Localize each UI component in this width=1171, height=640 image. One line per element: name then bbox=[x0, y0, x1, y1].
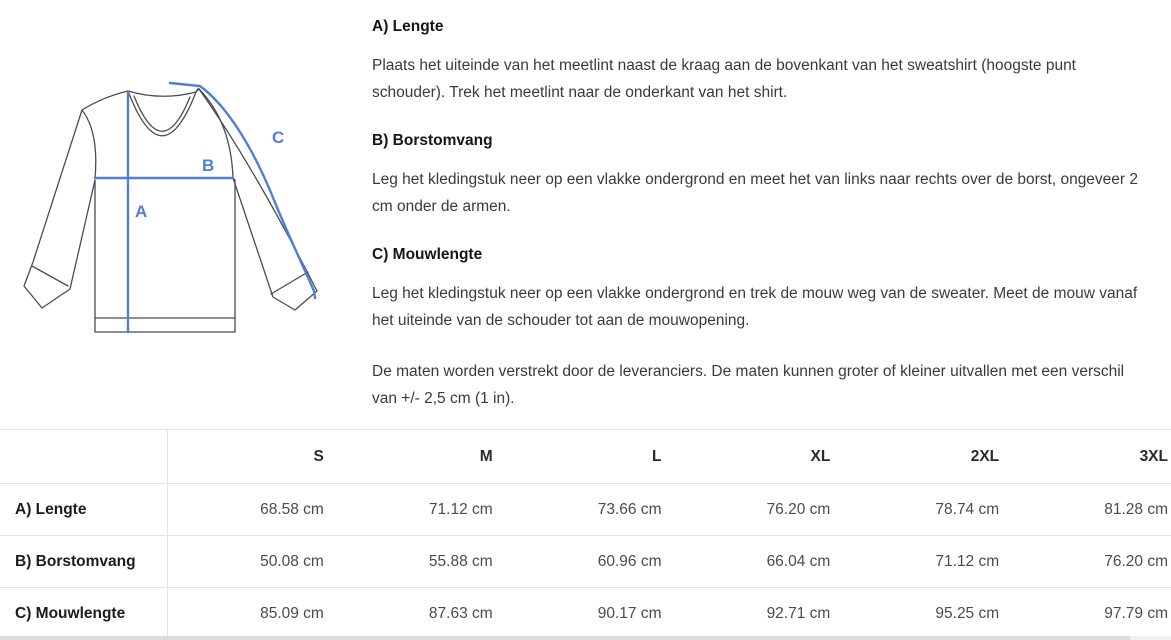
borstomvang-s: 50.08 cm bbox=[167, 536, 336, 588]
mouwlengte-s: 85.09 cm bbox=[167, 588, 336, 640]
mouwlengte-2xl: 95.25 cm bbox=[842, 588, 1011, 640]
measurement-lines bbox=[95, 83, 315, 332]
label-b: B bbox=[202, 156, 215, 175]
sweatshirt-diagram-icon bbox=[8, 70, 328, 342]
size-table bbox=[0, 429, 1171, 640]
scrollbar-thumb[interactable] bbox=[0, 636, 1130, 640]
size-table-corner-cell bbox=[0, 430, 167, 484]
size-table-header-row bbox=[0, 430, 1171, 484]
size-col-3xl: 3XL bbox=[1011, 430, 1171, 484]
label-a: A bbox=[135, 202, 148, 221]
size-table-container[interactable] bbox=[0, 429, 1171, 640]
size-col-xl: XL bbox=[674, 430, 843, 484]
borstomvang-l: 60.96 cm bbox=[505, 536, 674, 588]
size-disclaimer: De maten worden verstrekt door de leveranciers. De maten kunnen groter of kleiner uitvallen met een verschil van +/- 2,5 cm (1 in). bbox=[372, 363, 1125, 407]
size-col-2xl: 2XL bbox=[842, 430, 1011, 484]
row-label-borstomvang: B) Borstomvang bbox=[0, 536, 167, 588]
borstomvang-xl: 66.04 cm bbox=[674, 536, 843, 588]
lengte-s: 68.58 cm bbox=[167, 484, 336, 536]
lengte-2xl: 78.74 cm bbox=[842, 484, 1011, 536]
sweatshirt-outline bbox=[24, 89, 317, 332]
table-row-borstomvang bbox=[0, 536, 1171, 588]
mouwlengte-m: 87.63 cm bbox=[336, 588, 505, 640]
row-label-mouwlengte: C) Mouwlengte bbox=[0, 588, 167, 640]
diagram-column bbox=[0, 0, 372, 412]
section-heading-mouwlengte: C) Mouwlengte bbox=[372, 246, 483, 263]
section-body-borstomvang: Leg het kledingstuk neer op een vlakke ondergrond en meet het van links naar rechts over de borst, ongeveer 2 cm onder de armen. bbox=[372, 171, 1139, 215]
borstomvang-3xl: 76.20 cm bbox=[1011, 536, 1171, 588]
lengte-l: 73.66 cm bbox=[505, 484, 674, 536]
section-heading-borstomvang: B) Borstomvang bbox=[372, 132, 493, 149]
row-label-lengte: A) Lengte bbox=[0, 484, 167, 536]
size-col-s: S bbox=[167, 430, 336, 484]
lengte-3xl: 81.28 cm bbox=[1011, 484, 1171, 536]
label-c: C bbox=[272, 128, 285, 147]
section-heading-lengte: A) Lengte bbox=[372, 18, 444, 35]
table-row-mouwlengte bbox=[0, 588, 1171, 640]
measure-line-c bbox=[170, 83, 315, 298]
borstomvang-m: 55.88 cm bbox=[336, 536, 505, 588]
mouwlengte-xl: 92.71 cm bbox=[674, 588, 843, 640]
mouwlengte-3xl: 97.79 cm bbox=[1011, 588, 1171, 640]
lengte-m: 71.12 cm bbox=[336, 484, 505, 536]
table-row-lengte bbox=[0, 484, 1171, 536]
section-body-mouwlengte: Leg het kledingstuk neer op een vlakke ondergrond en trek de mouw weg van de sweater. Meet de mouw vanaf het uiteinde van de schouder tot aan de mouwopening. bbox=[372, 285, 1138, 329]
borstomvang-2xl: 71.12 cm bbox=[842, 536, 1011, 588]
mouwlengte-l: 90.17 cm bbox=[505, 588, 674, 640]
size-col-l: L bbox=[505, 430, 674, 484]
horizontal-scrollbar[interactable] bbox=[0, 636, 1171, 640]
lengte-xl: 76.20 cm bbox=[674, 484, 843, 536]
size-col-m: M bbox=[336, 430, 505, 484]
section-body-lengte: Plaats het uiteinde van het meetlint naast de kraag aan de bovenkant van het sweatshirt (hoogste punt schouder). Trek het meetlint naar de onderkant van het shirt. bbox=[372, 57, 1076, 101]
measurement-instructions bbox=[372, 0, 1171, 412]
